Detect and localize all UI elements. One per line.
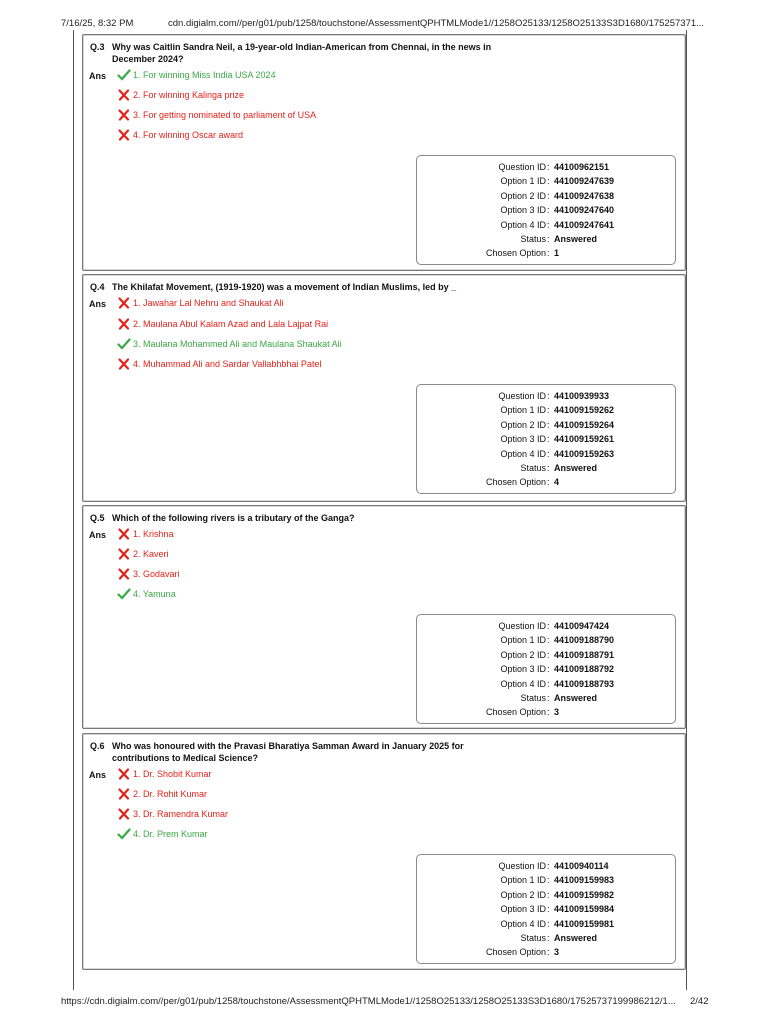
option-text: 2. For winning Kalinga prize bbox=[133, 90, 245, 100]
print-datetime: 7/16/25, 8:32 PM bbox=[61, 18, 134, 29]
info-value: 441009159263 bbox=[554, 448, 615, 459]
question-card bbox=[82, 274, 686, 502]
ans-label: Ans bbox=[89, 770, 107, 780]
info-label: Option 4 ID bbox=[500, 918, 546, 929]
info-value: 44100940114 bbox=[554, 861, 609, 871]
info-label: Question ID bbox=[498, 621, 546, 631]
option-text: 4. Yamuna bbox=[133, 589, 176, 599]
option-1 bbox=[117, 528, 174, 540]
print-footer-url: https://cdn.digialm.com//per/g01/pub/1258/touchstone/AssessmentQPHTMLMode1//1258O25133/1258O25133S3D1680/17525737199986212/1... bbox=[61, 996, 676, 1007]
option-4 bbox=[117, 588, 176, 600]
info-colon: : bbox=[547, 477, 550, 488]
info-label: Option 2 ID bbox=[500, 190, 546, 201]
option-1 bbox=[117, 768, 212, 780]
info-colon: : bbox=[547, 707, 550, 718]
info-row-option-1-id bbox=[417, 403, 677, 417]
cross-icon bbox=[117, 89, 131, 101]
info-label: Option 4 ID bbox=[500, 448, 546, 459]
option-text: 3. For getting nominated to parliament of USA bbox=[133, 110, 317, 120]
question-text: Which of the following rivers is a tributary of the Ganga? bbox=[112, 513, 355, 523]
question-header bbox=[90, 282, 542, 294]
info-label: Chosen Option bbox=[485, 477, 546, 488]
question-card bbox=[82, 733, 686, 970]
info-value: 441009159984 bbox=[554, 904, 615, 915]
info-row-option-4-id bbox=[417, 917, 677, 931]
info-label: Option 4 ID bbox=[500, 219, 546, 230]
info-label: Option 1 ID bbox=[500, 635, 546, 646]
info-row-option-2-id bbox=[417, 189, 677, 203]
option-text: 2. Dr. Rohit Kumar bbox=[133, 789, 208, 799]
info-label: Option 3 ID bbox=[500, 664, 546, 675]
cross-icon bbox=[117, 297, 131, 309]
info-row-status bbox=[417, 931, 677, 945]
option-text: 4. Muhammad Ali and Sardar Vallabhbhai Patel bbox=[133, 359, 322, 369]
info-colon: : bbox=[547, 434, 550, 445]
option-1 bbox=[117, 297, 284, 309]
info-colon: : bbox=[547, 176, 550, 187]
info-label: Chosen Option bbox=[485, 947, 546, 958]
info-row-chosen-option bbox=[417, 475, 677, 489]
question-text: The Khilafat Movement, (1919-1920) was a movement of Indian Muslims, led by _ bbox=[112, 282, 457, 292]
option-4 bbox=[117, 828, 208, 840]
info-row-option-3-id bbox=[417, 203, 677, 217]
info-label: Option 4 ID bbox=[500, 678, 546, 689]
option-3 bbox=[117, 109, 316, 121]
info-row-chosen-option bbox=[417, 246, 677, 260]
option-1 bbox=[117, 69, 276, 81]
info-colon: : bbox=[547, 205, 550, 216]
info-colon: : bbox=[547, 664, 550, 675]
option-text: 4. Dr. Prem Kumar bbox=[133, 829, 208, 839]
check-icon bbox=[117, 588, 131, 600]
ans-label: Ans bbox=[89, 299, 107, 309]
info-label: Status bbox=[520, 463, 546, 473]
info-value: 4 bbox=[554, 477, 560, 488]
info-value: 44100947424 bbox=[554, 621, 610, 631]
info-label: Status bbox=[520, 234, 546, 244]
question-info-box bbox=[416, 614, 676, 724]
info-row-chosen-option bbox=[417, 705, 677, 719]
info-row-option-4-id bbox=[417, 677, 677, 691]
info-row-option-3-id bbox=[417, 432, 677, 446]
info-colon: : bbox=[547, 635, 550, 646]
info-row-status bbox=[417, 232, 677, 246]
info-colon: : bbox=[547, 162, 550, 172]
info-value: 441009188793 bbox=[554, 678, 615, 689]
info-value: Answered bbox=[554, 234, 598, 244]
page-number: 2/42 bbox=[690, 996, 709, 1007]
info-label: Option 3 ID bbox=[500, 434, 546, 445]
info-value: 441009159262 bbox=[554, 405, 615, 416]
check-icon bbox=[117, 828, 131, 840]
info-row-question-id bbox=[417, 859, 677, 873]
cross-icon bbox=[117, 808, 131, 820]
cross-icon bbox=[117, 358, 131, 370]
info-label: Option 2 ID bbox=[500, 889, 546, 900]
info-value: 441009188792 bbox=[554, 664, 615, 675]
option-2 bbox=[117, 788, 207, 800]
info-colon: : bbox=[547, 391, 550, 401]
check-icon bbox=[117, 338, 131, 350]
info-colon: : bbox=[547, 889, 550, 900]
info-value: Answered bbox=[554, 463, 598, 473]
info-label: Chosen Option bbox=[485, 248, 546, 259]
option-text: 1. Jawahar Lal Nehru and Shaukat Ali bbox=[133, 298, 284, 308]
option-text: 2. Maulana Abul Kalam Azad and Lala Lajpat Rai bbox=[133, 319, 329, 329]
info-row-option-1-id bbox=[417, 633, 677, 647]
question-card bbox=[82, 34, 686, 271]
question-header bbox=[90, 741, 512, 764]
cross-icon bbox=[117, 528, 131, 540]
info-row-option-2-id bbox=[417, 888, 677, 902]
info-colon: : bbox=[547, 621, 550, 631]
cross-icon bbox=[117, 788, 131, 800]
info-value: 441009247638 bbox=[554, 190, 615, 201]
ans-label: Ans bbox=[89, 530, 107, 540]
cross-icon bbox=[117, 768, 131, 780]
cross-icon bbox=[117, 548, 131, 560]
info-colon: : bbox=[547, 861, 550, 871]
info-label: Question ID bbox=[498, 162, 546, 172]
info-value: 441009159261 bbox=[554, 434, 615, 445]
info-value: 441009159982 bbox=[554, 889, 615, 900]
info-colon: : bbox=[547, 947, 550, 958]
info-colon: : bbox=[547, 875, 550, 886]
info-colon: : bbox=[547, 693, 550, 703]
info-colon: : bbox=[547, 463, 550, 473]
info-value: 3 bbox=[554, 947, 560, 958]
info-row-question-id bbox=[417, 619, 677, 633]
info-colon: : bbox=[547, 248, 550, 259]
ans-label: Ans bbox=[89, 71, 107, 81]
info-row-chosen-option bbox=[417, 945, 677, 959]
info-row-option-2-id bbox=[417, 418, 677, 432]
question-header bbox=[90, 42, 512, 65]
info-colon: : bbox=[547, 918, 550, 929]
option-text: 1. Dr. Shobit Kumar bbox=[133, 769, 212, 779]
option-3 bbox=[117, 568, 180, 580]
info-value: Answered bbox=[554, 693, 598, 703]
option-4 bbox=[117, 129, 243, 141]
option-text: 3. Godavari bbox=[133, 569, 180, 579]
info-row-option-4-id bbox=[417, 218, 677, 232]
info-colon: : bbox=[547, 190, 550, 201]
info-row-option-1-id bbox=[417, 873, 677, 887]
info-label: Question ID bbox=[498, 861, 546, 871]
info-value: 441009159264 bbox=[554, 419, 615, 430]
print-header bbox=[0, 0, 768, 28]
option-text: 1. For winning Miss India USA 2024 bbox=[133, 70, 276, 80]
cross-icon bbox=[117, 318, 131, 330]
info-label: Option 2 ID bbox=[500, 419, 546, 430]
info-colon: : bbox=[547, 219, 550, 230]
info-value: 441009188791 bbox=[554, 649, 615, 660]
question-number: Q.6 bbox=[90, 741, 105, 751]
option-4 bbox=[117, 358, 321, 370]
question-number: Q.5 bbox=[90, 513, 105, 523]
question-text: Who was honoured with the Pravasi Bharatiya Samman Award in January 2025 for contributions to Medical Science? bbox=[112, 741, 464, 763]
info-value: 44100939933 bbox=[554, 391, 610, 401]
info-colon: : bbox=[547, 419, 550, 430]
info-colon: : bbox=[547, 234, 550, 244]
check-icon bbox=[117, 69, 131, 81]
info-label: Option 1 ID bbox=[500, 176, 546, 187]
info-value: 1 bbox=[554, 248, 560, 259]
info-row-option-3-id bbox=[417, 902, 677, 916]
question-info-box bbox=[416, 384, 676, 494]
info-row-option-1-id bbox=[417, 174, 677, 188]
info-value: 441009159983 bbox=[554, 875, 615, 886]
info-value: 441009247639 bbox=[554, 176, 615, 187]
question-header bbox=[90, 513, 542, 525]
option-3 bbox=[117, 338, 342, 350]
info-colon: : bbox=[547, 678, 550, 689]
info-label: Status bbox=[520, 693, 546, 703]
option-2 bbox=[117, 89, 244, 101]
option-text: 3. Dr. Ramendra Kumar bbox=[133, 809, 229, 819]
info-colon: : bbox=[547, 933, 550, 943]
cross-icon bbox=[117, 109, 131, 121]
question-number: Q.4 bbox=[90, 282, 105, 292]
cross-icon bbox=[117, 568, 131, 580]
question-info-box bbox=[416, 854, 676, 964]
question-info-box bbox=[416, 155, 676, 265]
info-row-question-id bbox=[417, 389, 677, 403]
info-label: Option 1 ID bbox=[500, 405, 546, 416]
info-row-status bbox=[417, 691, 677, 705]
info-colon: : bbox=[547, 904, 550, 915]
option-text: 1. Krishna bbox=[133, 529, 174, 539]
question-card bbox=[82, 505, 686, 729]
info-label: Option 2 ID bbox=[500, 649, 546, 660]
info-row-option-2-id bbox=[417, 648, 677, 662]
info-value: 441009247641 bbox=[554, 219, 615, 230]
info-label: Status bbox=[520, 933, 546, 943]
info-label: Option 3 ID bbox=[500, 904, 546, 915]
question-text: Why was Caitlin Sandra Neil, a 19-year-old Indian-American from Chennai, in the news in December 2024? bbox=[112, 42, 492, 64]
info-label: Option 1 ID bbox=[500, 875, 546, 886]
info-value: Answered bbox=[554, 933, 598, 943]
option-2 bbox=[117, 318, 328, 330]
info-value: 441009188790 bbox=[554, 635, 615, 646]
info-row-option-4-id bbox=[417, 447, 677, 461]
option-3 bbox=[117, 808, 228, 820]
option-text: 3. Maulana Mohammed Ali and Maulana Shaukat Ali bbox=[133, 339, 342, 349]
info-value: 44100962151 bbox=[554, 162, 610, 172]
info-value: 441009159981 bbox=[554, 918, 615, 929]
info-row-option-3-id bbox=[417, 662, 677, 676]
info-label: Question ID bbox=[498, 391, 546, 401]
cross-icon bbox=[117, 129, 131, 141]
question-number: Q.3 bbox=[90, 42, 105, 52]
info-colon: : bbox=[547, 448, 550, 459]
info-label: Chosen Option bbox=[485, 707, 546, 718]
option-text: 2. Kaveri bbox=[133, 549, 169, 559]
info-colon: : bbox=[547, 649, 550, 660]
info-row-status bbox=[417, 461, 677, 475]
info-colon: : bbox=[547, 405, 550, 416]
info-value: 441009247640 bbox=[554, 205, 615, 216]
info-row-question-id bbox=[417, 160, 677, 174]
info-value: 3 bbox=[554, 707, 560, 718]
option-2 bbox=[117, 548, 169, 560]
option-text: 4. For winning Oscar award bbox=[133, 130, 244, 140]
print-header-url: cdn.digialm.com//per/g01/pub/1258/touchstone/AssessmentQPHTMLMode1//1258O25133/1258O25133S3D1680/175257371... bbox=[168, 18, 705, 29]
info-label: Option 3 ID bbox=[500, 205, 546, 216]
